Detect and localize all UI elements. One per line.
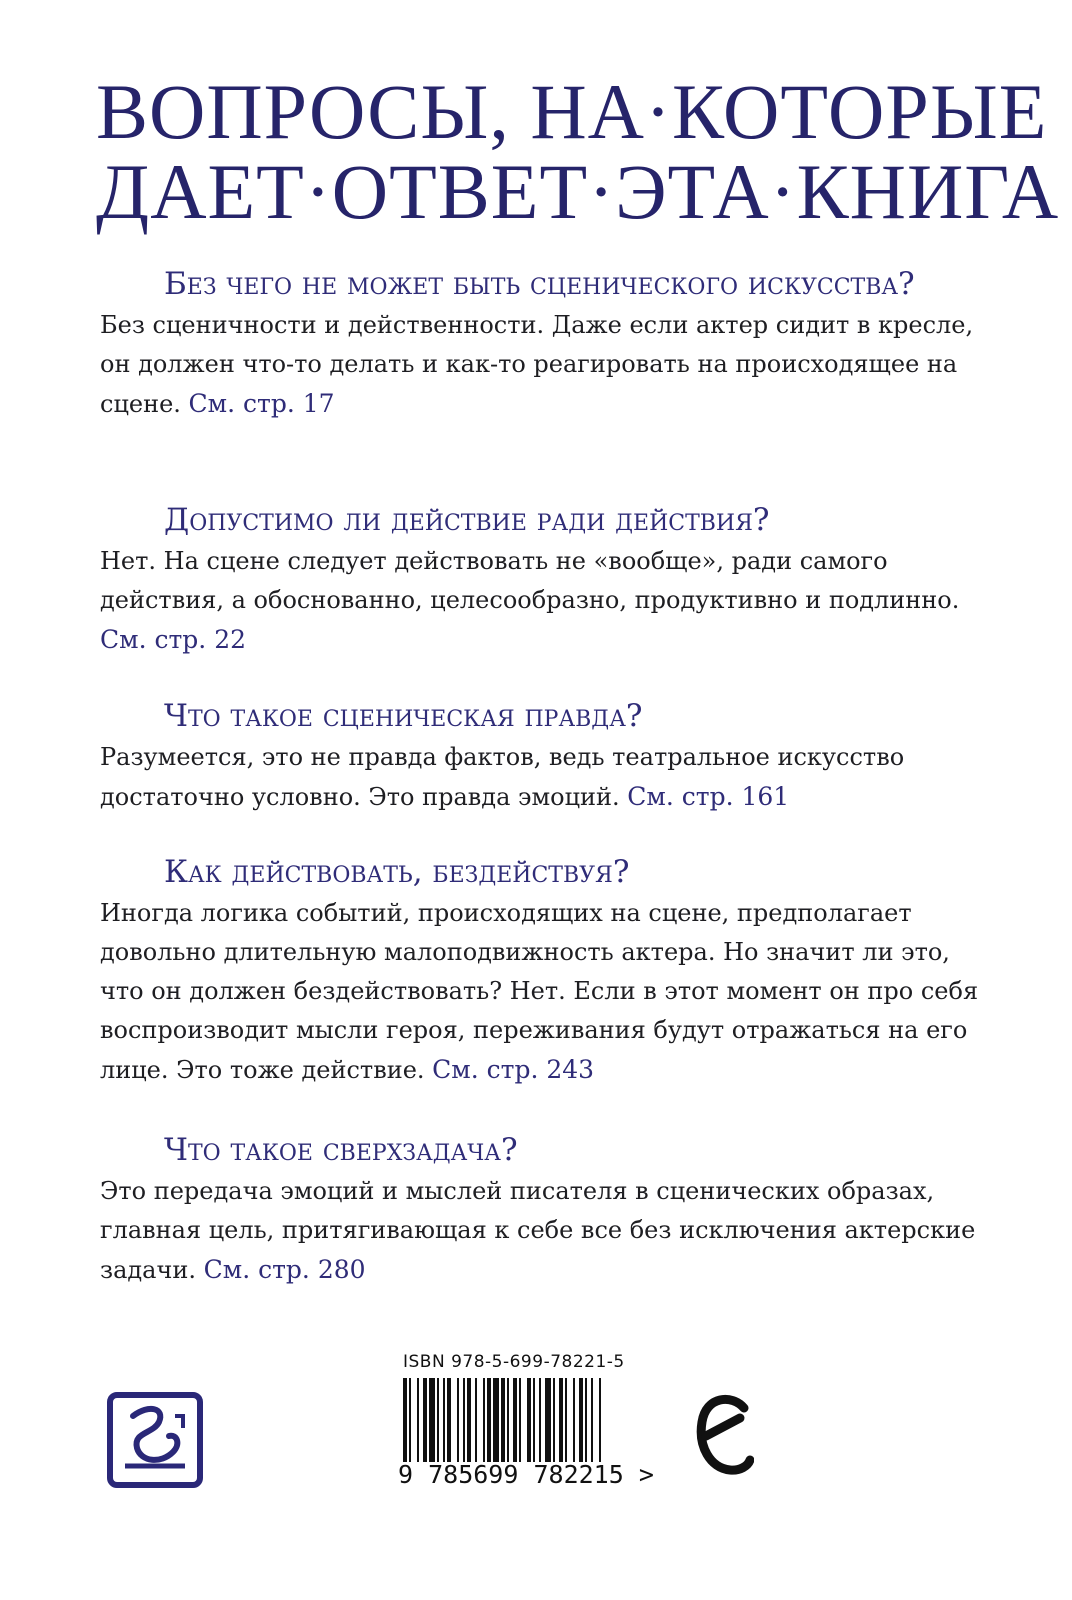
barcode (398, 1352, 660, 1492)
answer-5: Это передача эмоций и мыслей писателя в сценических образах, главная цель, притягивающая к себе все без исключения актерские задачи. См. стр. 280 (100, 1177, 976, 1284)
barcode-digits: 9 785699 782215 > (398, 1460, 654, 1489)
eksmo-logo-icon (694, 1390, 754, 1476)
page-ref-3: См. стр. 161 (627, 782, 790, 811)
question-4: Как действовать, бездействуя? (164, 854, 630, 890)
question-2: Допустимо ли действие ради действия? (164, 502, 770, 538)
answer-4: Иногда логика событий, происходящих на сцене, предполагает довольно длительную малоподвижность актера. Но значит ли это, что он должен бездействовать? Нет. Если в этот момент он про себя воспроизводит мысли героя, переживания будут отражаться на его лице. Это тоже действие. См. стр. 243 (100, 899, 979, 1084)
isbn-label: ISBN 978-5-699-78221-5 (403, 1352, 625, 1372)
page-ref-2: См. стр. 22 (100, 625, 247, 654)
publisher-logo-icon (107, 1392, 203, 1488)
question-1: Без чего не может быть сценического искусства? (164, 266, 915, 302)
qa-block-2 (100, 500, 990, 660)
cover-footer (0, 1350, 1072, 1490)
answer-3: Разумеется, это не правда фактов, ведь театральное искусство достаточно условно. Это правда эмоций. См. стр. 161 (100, 743, 905, 811)
qa-block-4 (100, 852, 990, 1090)
qa-block-1 (100, 264, 990, 424)
title-line-2: ДАЕТ·ОТВЕТ·ЭТА·КНИГА (96, 148, 1060, 235)
answer-1: Без сценичности и действенности. Даже если актер сидит в кресле, он должен что-то делать и как-то реагировать на происходящее на сцене. См. стр. 17 (100, 311, 974, 418)
answer-2: Нет. На сцене следует действовать не «вообще», ради самого действия, а обоснованно, целесообразно, продуктивно и подлинно. См. стр. 22 (100, 547, 960, 654)
page-ref-5: См. стр. 280 (203, 1255, 366, 1284)
question-3: Что такое сценическая правда? (164, 698, 643, 734)
qa-block-3 (100, 696, 990, 817)
barcode-bars (403, 1378, 653, 1462)
question-5: Что такое сверхзадача? (164, 1132, 518, 1168)
title-line-1: ВОПРОСЫ, НА·КОТОРЫЕ (96, 68, 1048, 155)
page-title (96, 68, 1060, 235)
page-ref-1: См. стр. 17 (188, 389, 335, 418)
qa-block-5 (100, 1130, 990, 1290)
page-ref-4: См. стр. 243 (432, 1055, 595, 1084)
